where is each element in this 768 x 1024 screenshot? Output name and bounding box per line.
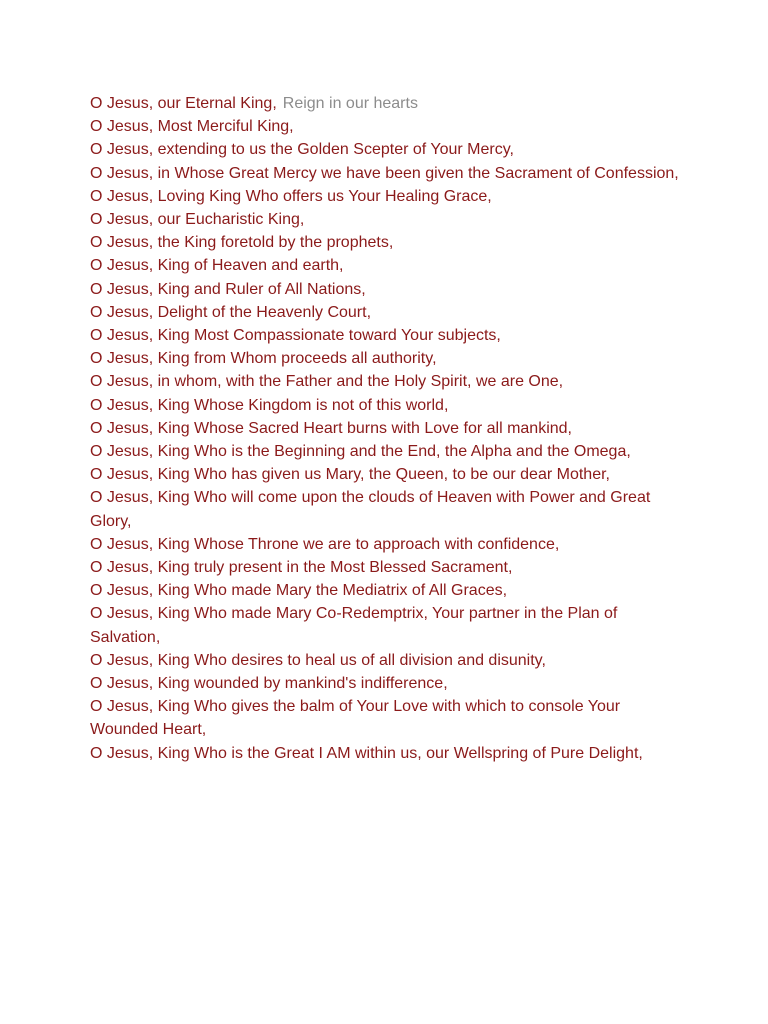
- litany-line: O Jesus, King Whose Throne we are to approach with confidence,: [90, 535, 560, 553]
- litany-line: O Jesus, Most Merciful King,: [90, 118, 294, 136]
- litany-line: O Jesus, King truly present in the Most Blessed Sacrament,: [90, 559, 513, 577]
- litany-line: O Jesus, Delight of the Heavenly Court,: [90, 303, 372, 321]
- litany-line: O Jesus, King Who made Mary Co-Redemptrix, Your partner in the Plan of Salvation,: [90, 605, 618, 646]
- litany-invocation: O Jesus, our Eternal King,: [90, 95, 277, 112]
- litany-line: O Jesus, King Who has given us Mary, the Queen, to be our dear Mother,: [90, 466, 610, 484]
- litany-line: O Jesus, in whom, with the Father and the Holy Spirit, we are One,: [90, 373, 564, 391]
- litany-list: [90, 92, 690, 765]
- litany-line: O Jesus, King Who made Mary the Mediatrix of All Graces,: [90, 582, 508, 600]
- litany-line: O Jesus, Loving King Who offers us Your Healing Grace,: [90, 187, 492, 205]
- litany-line: O Jesus, the King foretold by the prophets,: [90, 234, 394, 252]
- litany-response: Reign in our hearts: [282, 95, 418, 112]
- litany-line: O Jesus, King Who desires to heal us of all division and disunity,: [90, 651, 546, 669]
- litany-line: O Jesus, in Whose Great Mercy we have been given the Sacrament of Confession,: [90, 164, 679, 182]
- litany-line: O Jesus, King Most Compassionate toward Your subjects,: [90, 327, 501, 345]
- litany-line: O Jesus, extending to us the Golden Scepter of Your Mercy,: [90, 141, 514, 159]
- litany-line: O Jesus, King Whose Sacred Heart burns with Love for all mankind,: [90, 419, 572, 437]
- litany-line: O Jesus, King wounded by mankind's indifference,: [90, 675, 448, 693]
- litany-line: O Jesus, King Who is the Beginning and the End, the Alpha and the Omega,: [90, 443, 631, 461]
- litany-line: O Jesus, King Who will come upon the clouds of Heaven with Power and Great Glory,: [90, 489, 651, 530]
- litany-line: O Jesus, King Whose Kingdom is not of this world,: [90, 396, 449, 414]
- litany-line: [90, 92, 690, 115]
- litany-line: O Jesus, King of Heaven and earth,: [90, 257, 344, 275]
- litany-line: O Jesus, our Eucharistic King,: [90, 211, 305, 229]
- litany-line: O Jesus, King and Ruler of All Nations,: [90, 280, 366, 298]
- litany-line: O Jesus, King Who is the Great I AM within us, our Wellspring of Pure Delight,: [90, 744, 643, 762]
- litany-line: O Jesus, King from Whom proceeds all authority,: [90, 350, 437, 368]
- litany-line: O Jesus, King Who gives the balm of Your Love with which to console Your Wounded Heart,: [90, 698, 621, 739]
